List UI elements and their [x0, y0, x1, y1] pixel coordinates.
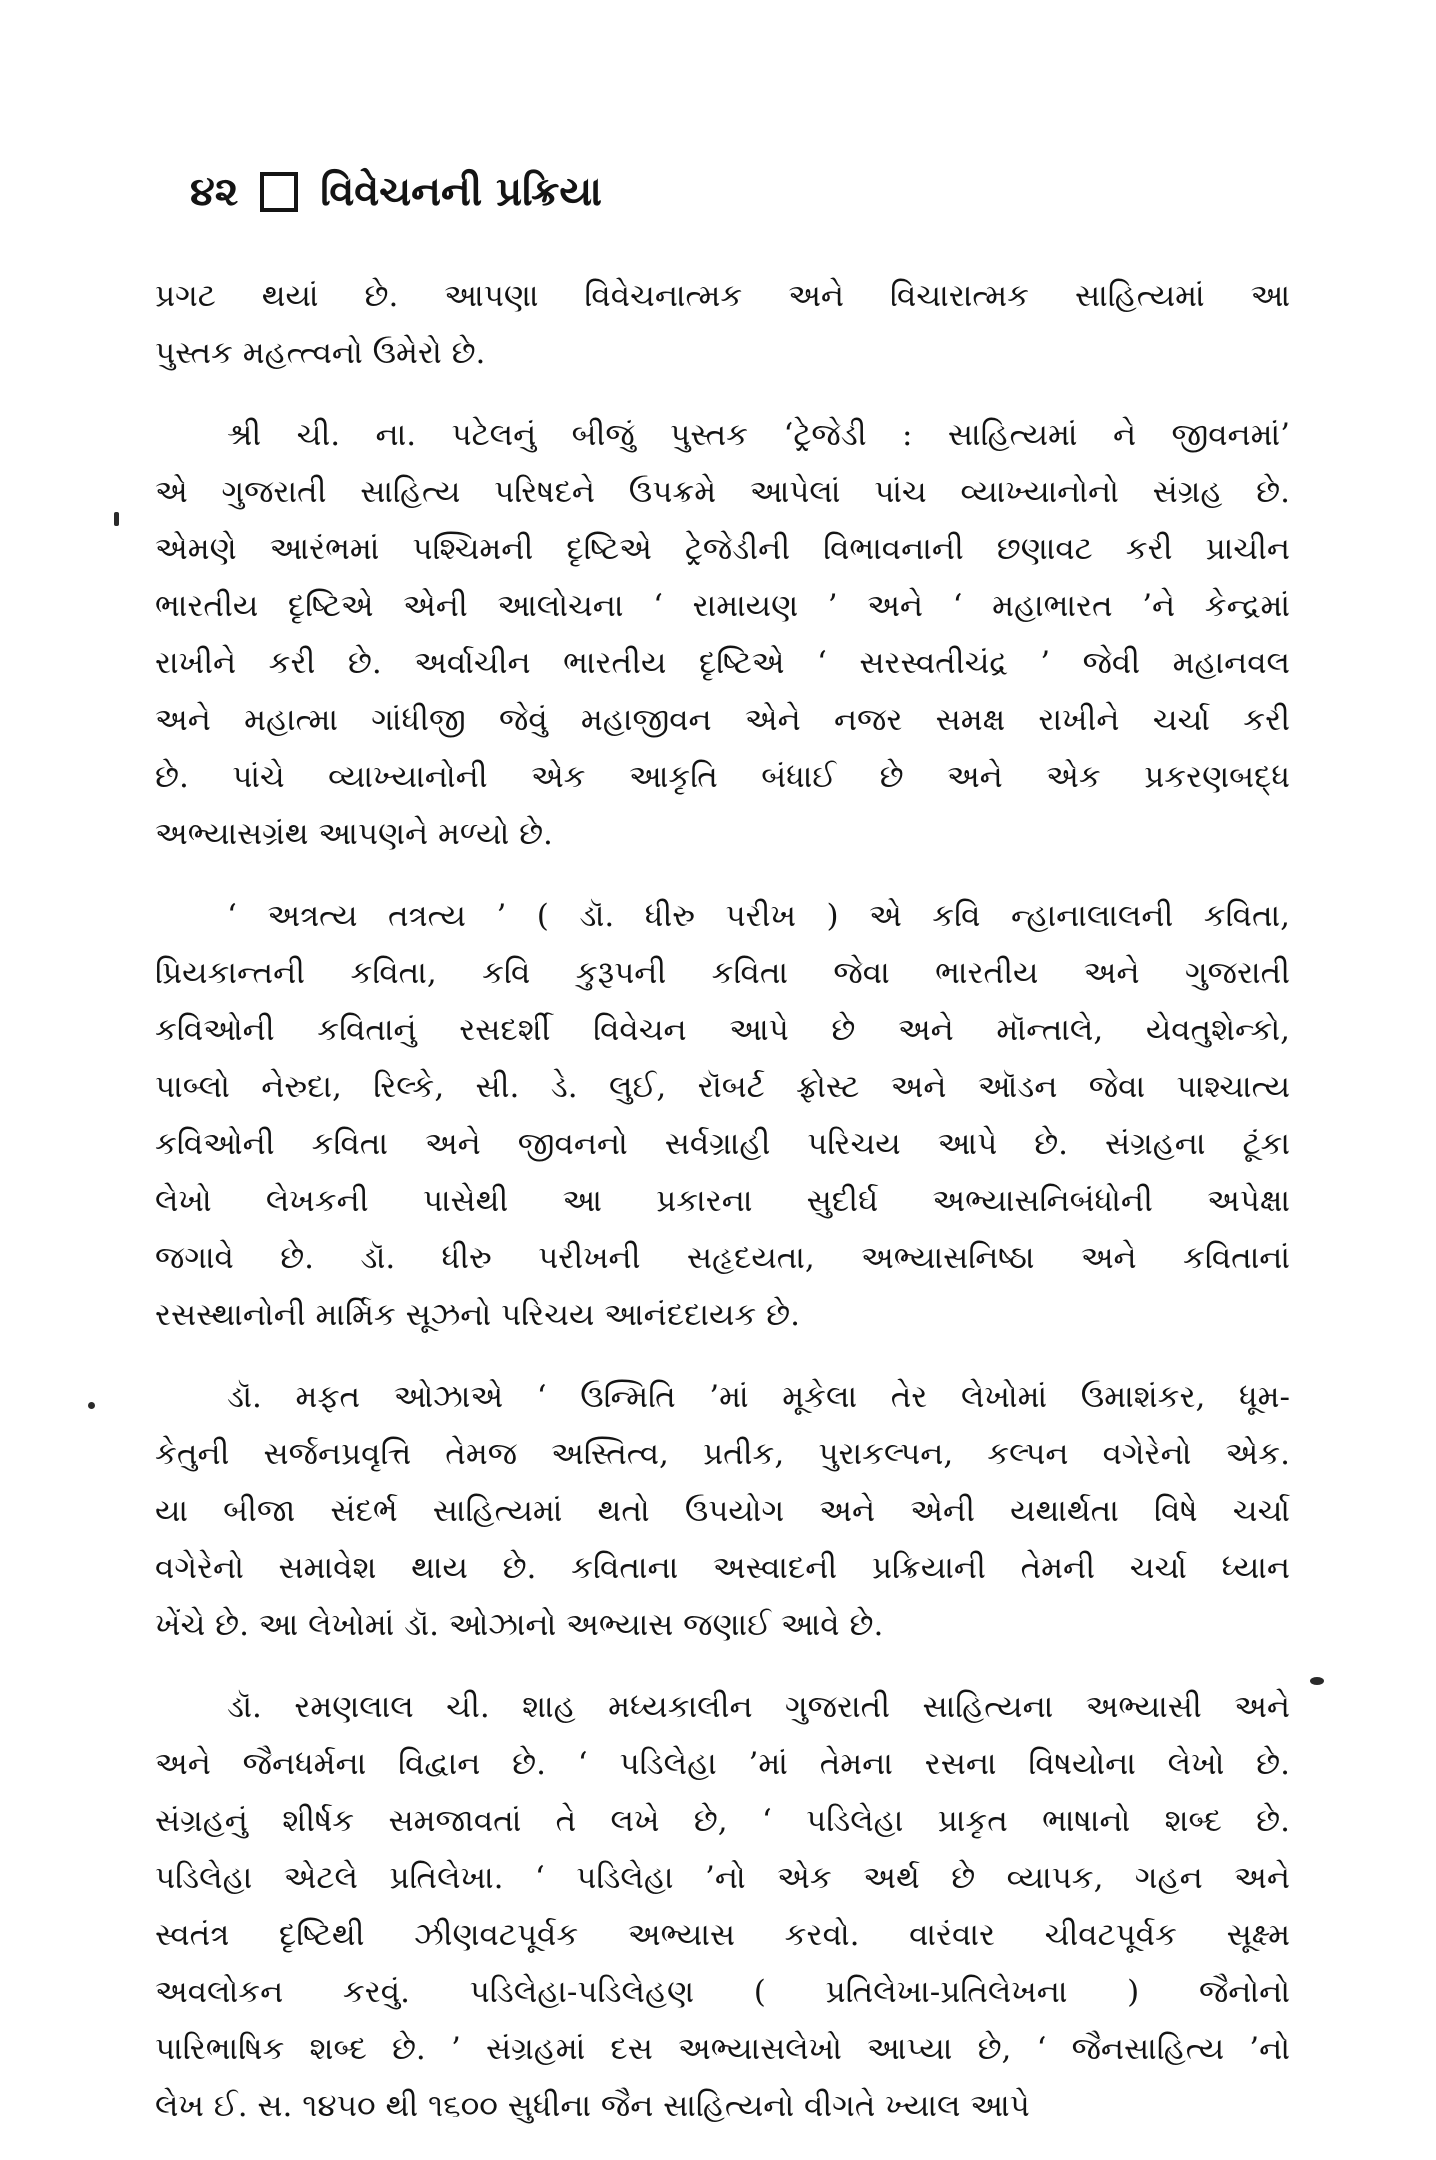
- text-line: પારિભાષિક શબ્દ છે. ’ સંગ્રહમાં દસ અભ્યાસલેખો આપ્યા છે, ‘ જૈનસાહિત્ય ’નો: [155, 2031, 1290, 2067]
- text-line: જગાવે છે. ડૉ. ધીરુ પરીખની સહૃદયતા, અભ્યાસનિષ્ઠા અને કવિતાનાં: [155, 1240, 1290, 1276]
- text-line: એ ગુજરાતી સાહિત્ય પરિષદને ઉપક્રમે આપેલાં પાંચ વ્યાખ્યાનોનો સંગ્રહ છે.: [155, 474, 1290, 510]
- text-line: પાબ્લો નેરુદા, રિલ્કે, સી. ડે. લુઈ, રૉબર્ટ ફ્રોસ્ટ અને ઑડન જેવા પાશ્ચાત્ય: [155, 1069, 1290, 1105]
- text-line: પુસ્તક મહત્ત્વનો ઉમેરો છે.: [155, 335, 486, 371]
- text-line: સંગ્રહનું શીર્ષક સમજાવતાં તે લખે છે, ‘ પડિલેહા પ્રાકૃત ભાષાનો શબ્દ છે.: [155, 1803, 1290, 1839]
- text-line: રસસ્થાનોની માર્મિક સૂઝનો પરિચય આનંદદાયક છે.: [155, 1297, 800, 1333]
- paragraph: [155, 1679, 1290, 2135]
- text-line: અવલોકન કરવું. પડિલેહા-પડિલેહણ ( પ્રતિલેખા-પ્રતિલેખના ) જૈનોનો: [155, 1974, 1290, 2010]
- text-line: ખેંચે છે. આ લેખોમાં ડૉ. ઓઝાનો અભ્યાસ જણાઈ આવે છે.: [155, 1607, 884, 1643]
- text-line: વગેરેનો સમાવેશ થાય છે. કવિતાના અસ્વાદની પ્રક્રિયાની તેમની ચર્ચા ધ્યાન: [155, 1550, 1290, 1586]
- section-title: વિવેચનની પ્રક્રિયા: [320, 168, 602, 215]
- text-line: એમણે આરંભમાં પશ્ચિમની દૃષ્ટિએ ટ્રેજેડીની વિભાવનાની છણાવટ કરી પ્રાચીન: [155, 531, 1290, 567]
- text-line: અને મહાત્મા ગાંધીજી જેવું મહાજીવન એને નજર સમક્ષ રાખીને ચર્ચા કરી: [155, 702, 1290, 738]
- text-line: શ્રી ચી. ના. પટેલનું બીજું પુસ્તક ‘ટ્રેજેડી : સાહિત્યમાં ને જીવનમાં’: [227, 417, 1290, 453]
- paragraph: [155, 268, 1290, 382]
- margin-mark: [88, 1402, 95, 1409]
- text-line: યા બીજા સંદર્ભ સાહિત્યમાં થતો ઉપયોગ અને એની યથાર્થતા વિષે ચર્ચા: [155, 1493, 1290, 1529]
- page-number: ૪૨: [190, 168, 239, 215]
- body-text: [155, 268, 1290, 2160]
- text-line: પડિલેહા એટલે પ્રતિલેખા. ‘ પડિલેહા ’નો એક અર્થ છે વ્યાપક, ગહન અને: [155, 1860, 1290, 1896]
- text-line: લેખ ઈ. સ. ૧૪૫૦ થી ૧૬૦૦ સુધીના જૈન સાહિત્યનો વીગતે ખ્યાલ આપે: [155, 2088, 1030, 2124]
- text-line: કેતુની સર્જનપ્રવૃત્તિ તેમજ અસ્તિત્વ, પ્રતીક, પુરાકલ્પન, કલ્પન વગેરેનો એક.: [155, 1436, 1290, 1472]
- paragraph: [155, 407, 1290, 863]
- text-line: કવિઓની કવિતા અને જીવનનો સર્વગ્રાહી પરિચય આપે છે. સંગ્રહના ટૂંકા: [155, 1126, 1290, 1162]
- text-line: લેખો લેખકની પાસેથી આ પ્રકારના સુદીર્ઘ અભ્યાસનિબંધોની અપેક્ષા: [155, 1183, 1290, 1219]
- text-line: છે. પાંચે વ્યાખ્યાનોની એક આકૃતિ બંધાઈ છે અને એક પ્રકરણબદ્ધ: [155, 759, 1290, 795]
- margin-mark: [114, 512, 119, 526]
- text-line: ભારતીય દૃષ્ટિએ એની આલોચના ‘ રામાયણ ’ અને ‘ મહાભારત ’ને કેન્દ્રમાં: [155, 588, 1290, 624]
- text-line: ડૉ. મફત ઓઝાએ ‘ ઉન્મિતિ ’માં મૂકેલા તેર લેખોમાં ઉમાશંકર, ધૂમ-: [227, 1379, 1290, 1415]
- margin-mark: [1310, 1677, 1324, 1685]
- paragraph: [155, 888, 1290, 1344]
- text-line: ડૉ. રમણલાલ ચી. શાહ મધ્યકાલીન ગુજરાતી સાહિત્યના અભ્યાસી અને: [227, 1689, 1290, 1725]
- text-line: કવિઓની કવિતાનું રસદર્શી વિવેચન આપે છે અને મૉન્તાલે, યેવતુશેન્કો,: [155, 1012, 1290, 1048]
- text-line: ‘ અત્રત્ય તત્રત્ય ’ ( ડૉ. ધીરુ પરીખ ) એ કવિ ન્હાનાલાલની કવિતા,: [227, 898, 1290, 934]
- paragraph: [155, 1369, 1290, 1654]
- text-line: રાખીને કરી છે. અર્વાચીન ભારતીય દૃષ્ટિએ ‘ સરસ્વતીચંદ્ર ’ જેવી મહાનવલ: [155, 645, 1290, 681]
- running-head: [190, 168, 602, 215]
- text-line: અભ્યાસગ્રંથ આપણને મળ્યો છે.: [155, 816, 553, 852]
- text-line: સ્વતંત્ર દૃષ્ટિથી ઝીણવટપૂર્વક અભ્યાસ કરવો. વારંવાર ચીવટપૂર્વક સૂક્ષ્મ: [155, 1917, 1290, 1953]
- text-line: પ્રગટ થયાં છે. આપણા વિવેચનાત્મક અને વિચારાત્મક સાહિત્યમાં આ: [155, 278, 1290, 314]
- text-line: અને જૈનધર્મના વિદ્વાન છે. ‘ પડિલેહા ’માં તેમના રસના વિષયોના લેખો છે.: [155, 1746, 1290, 1782]
- header-box-ornament: [260, 172, 298, 212]
- text-line: પ્રિયકાન્તની કવિતા, કવિ કુરૂપની કવિતા જેવા ભારતીય અને ગુજરાતી: [155, 955, 1290, 991]
